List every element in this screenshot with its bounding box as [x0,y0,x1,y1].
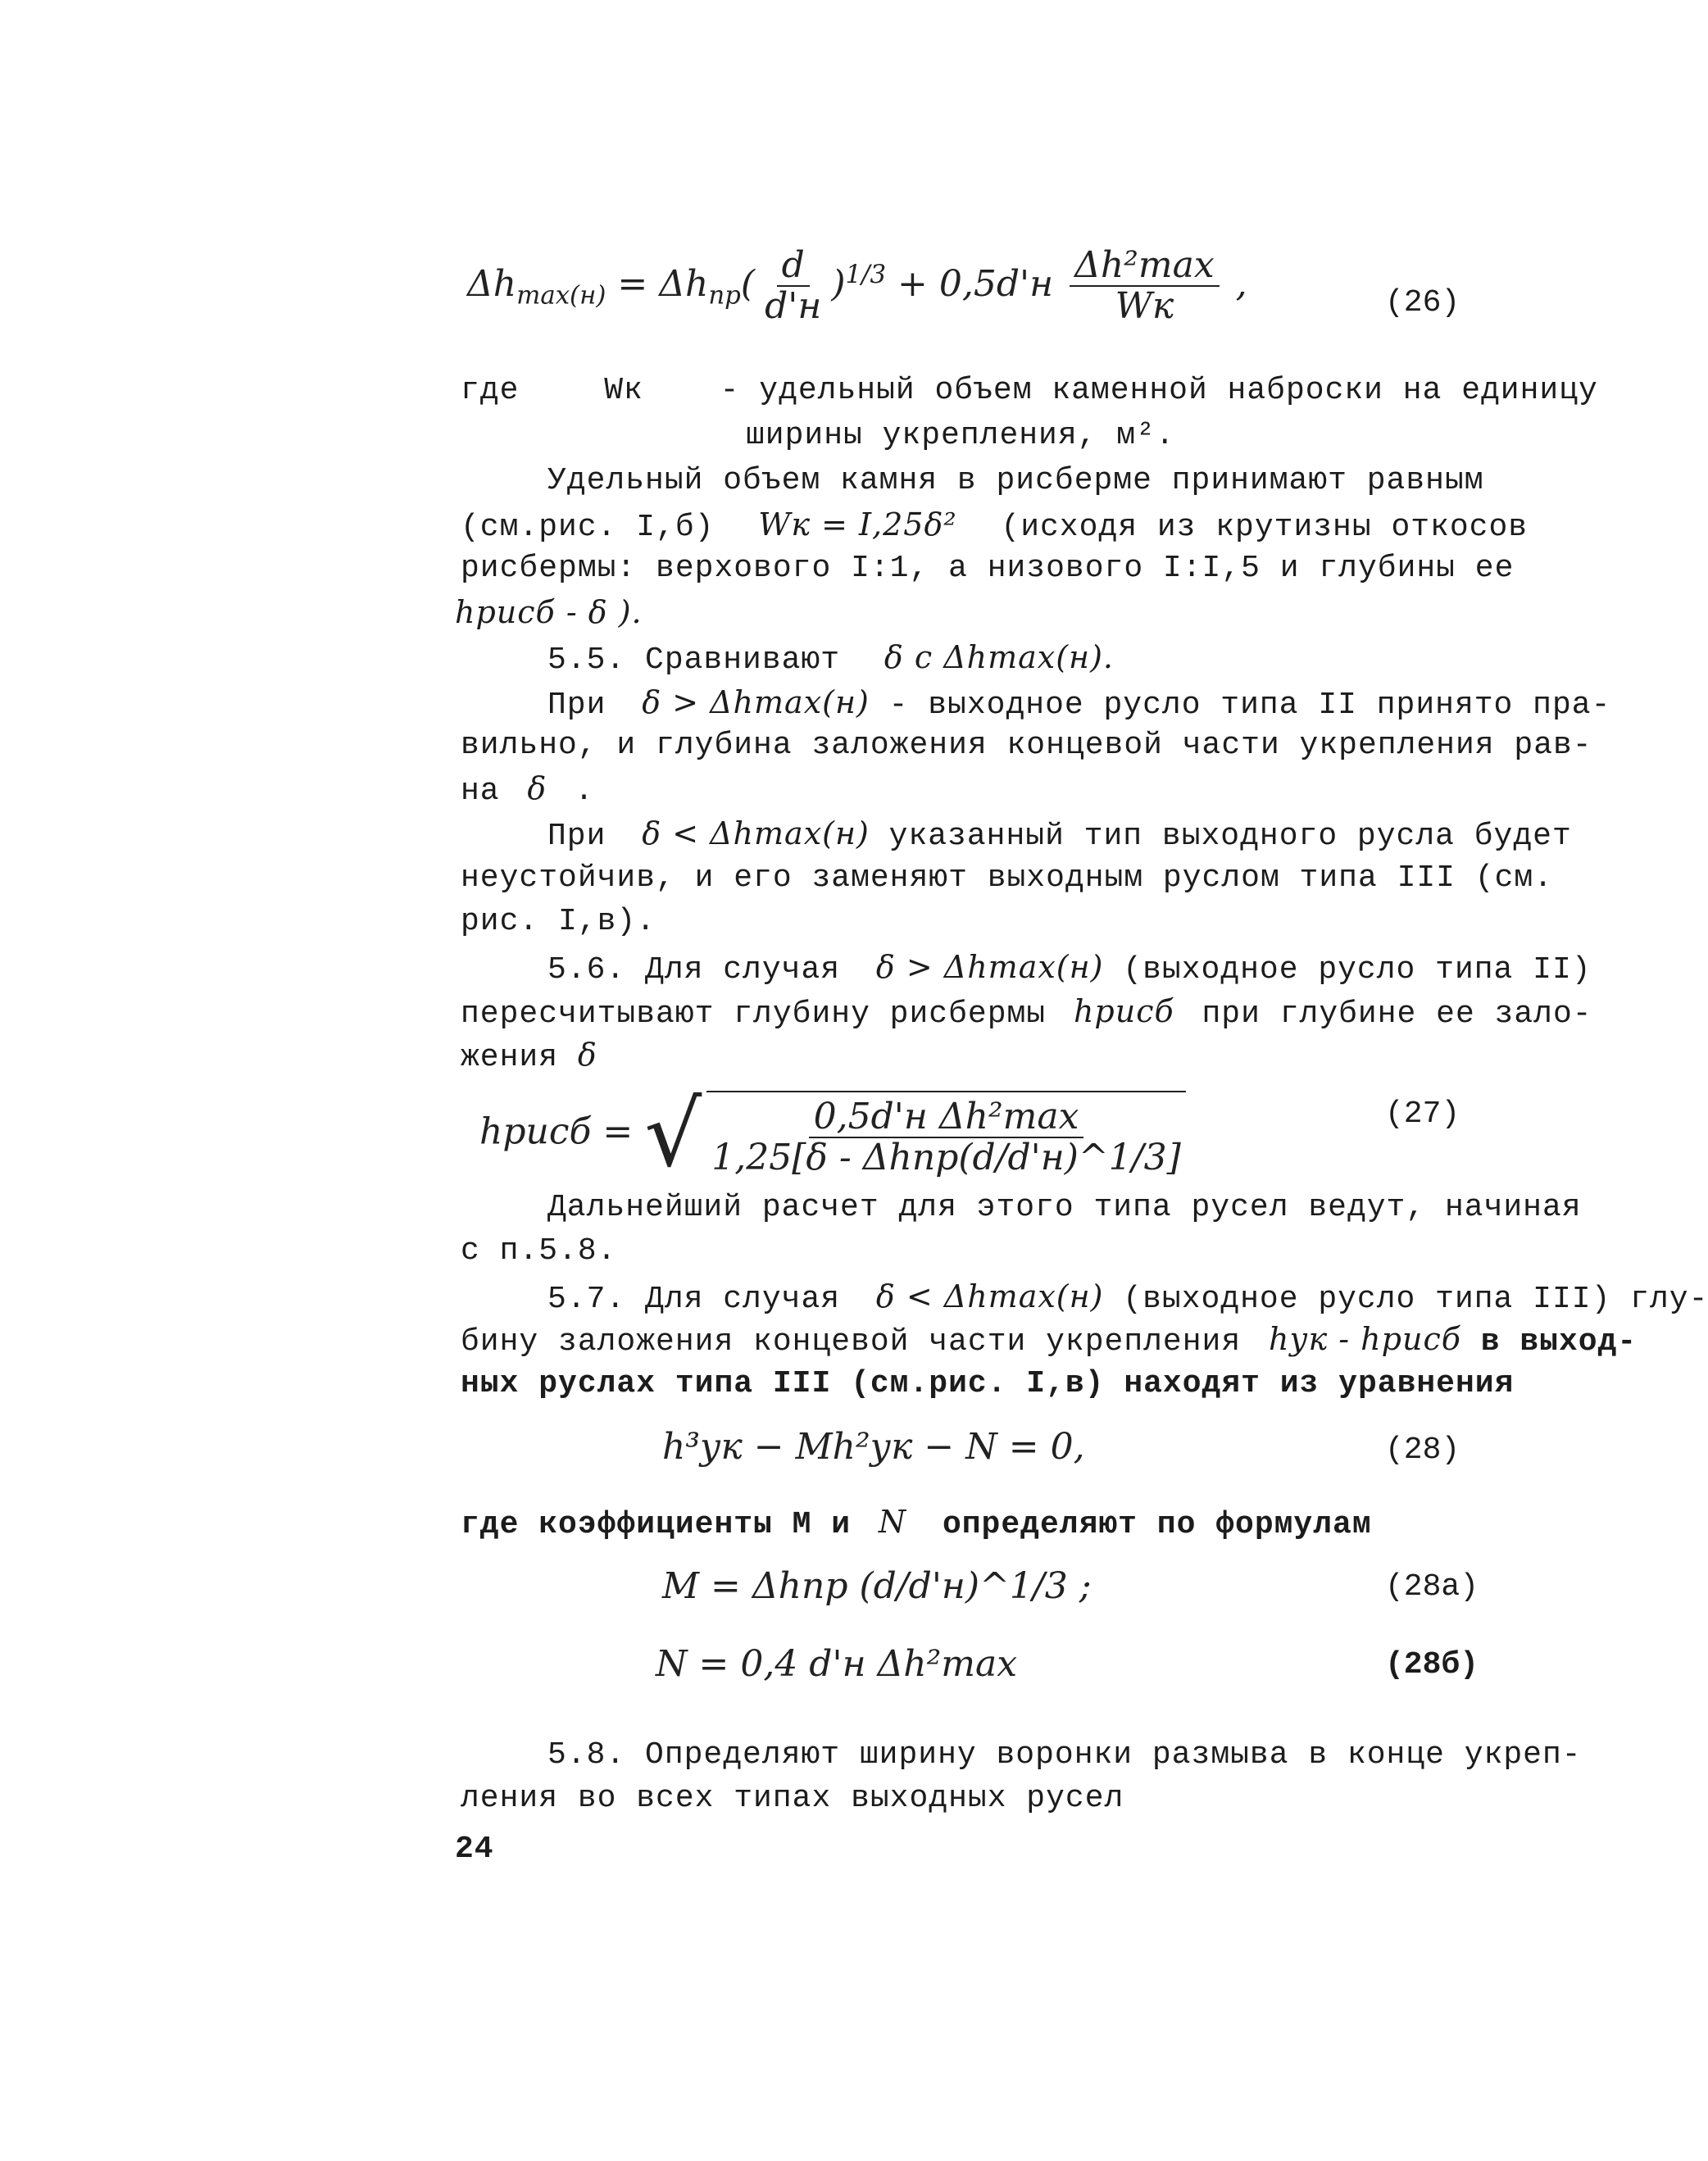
sqrt-sign: √ [644,1082,702,1187]
text-line-1 [461,373,1598,408]
text-line-4: (см.рис. I,б) Wк = I,25δ² (исходя из крутизны откосов [461,506,1529,545]
text-line-6: hрисб - δ ). [455,594,643,630]
wk-formula: Wк = I,25δ² [758,506,957,543]
text-line-8: При δ > Δhmax(н) - выходное русло типа II принято пра- [547,684,1611,723]
text-line-13: рис. I,в). [461,904,656,939]
where-word: где [461,373,520,408]
section-5-6: 5.6. Для случая δ > Δhmax(н) (выходное русло типа II) [547,949,1592,987]
wk-symbol: Wк [604,373,643,408]
formula-27 [479,1082,1191,1187]
formula-26-fraction [760,246,826,327]
text-line-16: жения δ [461,1037,597,1075]
text-line-21: ных руслах типа III (см.рис. I,в) находят из уравнения [461,1366,1515,1401]
formula-26-frac2-num: Δh²max [1070,246,1220,287]
section-5-5: 5.5. Сравнивают δ с Δhmax(н). [547,639,1114,678]
formula-26-frac2-den: Wк [1115,285,1174,328]
formula-26-comma: , [1224,262,1247,305]
formula-26-lhs: Δh [467,262,517,305]
formula-26-frac-den: d'н [765,285,822,328]
text-line-22: где коэффициенты М и N определяют по формулам [461,1504,1372,1542]
formula-28: h³ук − Mh²ук − N = 0, [662,1426,1085,1468]
formula-27-num: 0,5d'н Δh²max [809,1097,1084,1138]
equation-number-28: (28) [1385,1432,1460,1468]
text-line-24: ления во всех типах выходных русел [461,1781,1124,1816]
text-line-20: бину заложения концевой части укрепления hук - hрисб в выход- [461,1321,1638,1360]
formula-26-fraction-2 [1070,246,1220,327]
formula-27-lhs: hрисб = [479,1110,645,1153]
formula-27-den: 1,25[δ - Δhпр(d/d'н)^1/3] [711,1137,1181,1178]
formula-26 [467,246,1247,327]
equation-number-28b: (28б) [1385,1647,1479,1682]
formula-26-paren-open: ( [740,262,756,305]
text-line-18: с п.5.8. [461,1233,617,1269]
page-number: 24 [455,1832,494,1867]
formula-28b: N = 0,4 d'н Δh²max [656,1643,1018,1685]
text-line-11: При δ < Δhmax(н) указанный тип выходного русла будет [547,815,1572,854]
section-5-7: 5.7. Для случая δ < Δhmax(н) (выходное русло типа III) глу- [547,1278,1708,1317]
text-line-15: пересчитывают глубину рисбермы hрисб при глубине ее зало- [461,993,1592,1032]
text-line-12: неустойчив, и его заменяют выходным руслом типа III (см. [461,860,1554,896]
formula-26-plus: + 0,5d'н [886,262,1065,305]
text-line-17: Дальнейший расчет для этого типа русел ведут, начиная [547,1190,1582,1225]
text-line-3: Удельный объем камня в рисберме принимают равным [547,463,1484,498]
equation-number-26: (26) [1385,285,1460,320]
equation-number-27: (27) [1385,1096,1460,1132]
text-line-9: вильно, и глубина заложения концевой части укрепления рав- [461,728,1592,763]
section-5-8: 5.8. Определяют ширину воронки размыва в конце укреп- [547,1737,1582,1773]
formula-26-exponent: 1/3 [845,260,887,290]
formula-26-hpr-sub: пр [708,280,741,311]
formula-26-paren-close: ) [831,262,846,305]
text-line-5: рисбермы: верхового I:1, а низового I:I,5 и глубины ее [461,551,1515,586]
formula-26-eq: = Δh [606,262,709,305]
formula-28a: M = Δhпр (d/d'н)^1/3 ; [662,1565,1092,1607]
formula-27-fraction [706,1091,1186,1178]
text-line-2: ширины укрепления, м². [746,418,1175,453]
formula-26-lhs-sub: max(н) [516,280,606,311]
equation-number-28a: (28а) [1385,1569,1479,1605]
formula-26-frac-num: d [777,246,810,287]
text-line-10: на δ . [461,770,594,809]
wk-definition: - удельный объем каменной наброски на единицу [720,373,1598,408]
